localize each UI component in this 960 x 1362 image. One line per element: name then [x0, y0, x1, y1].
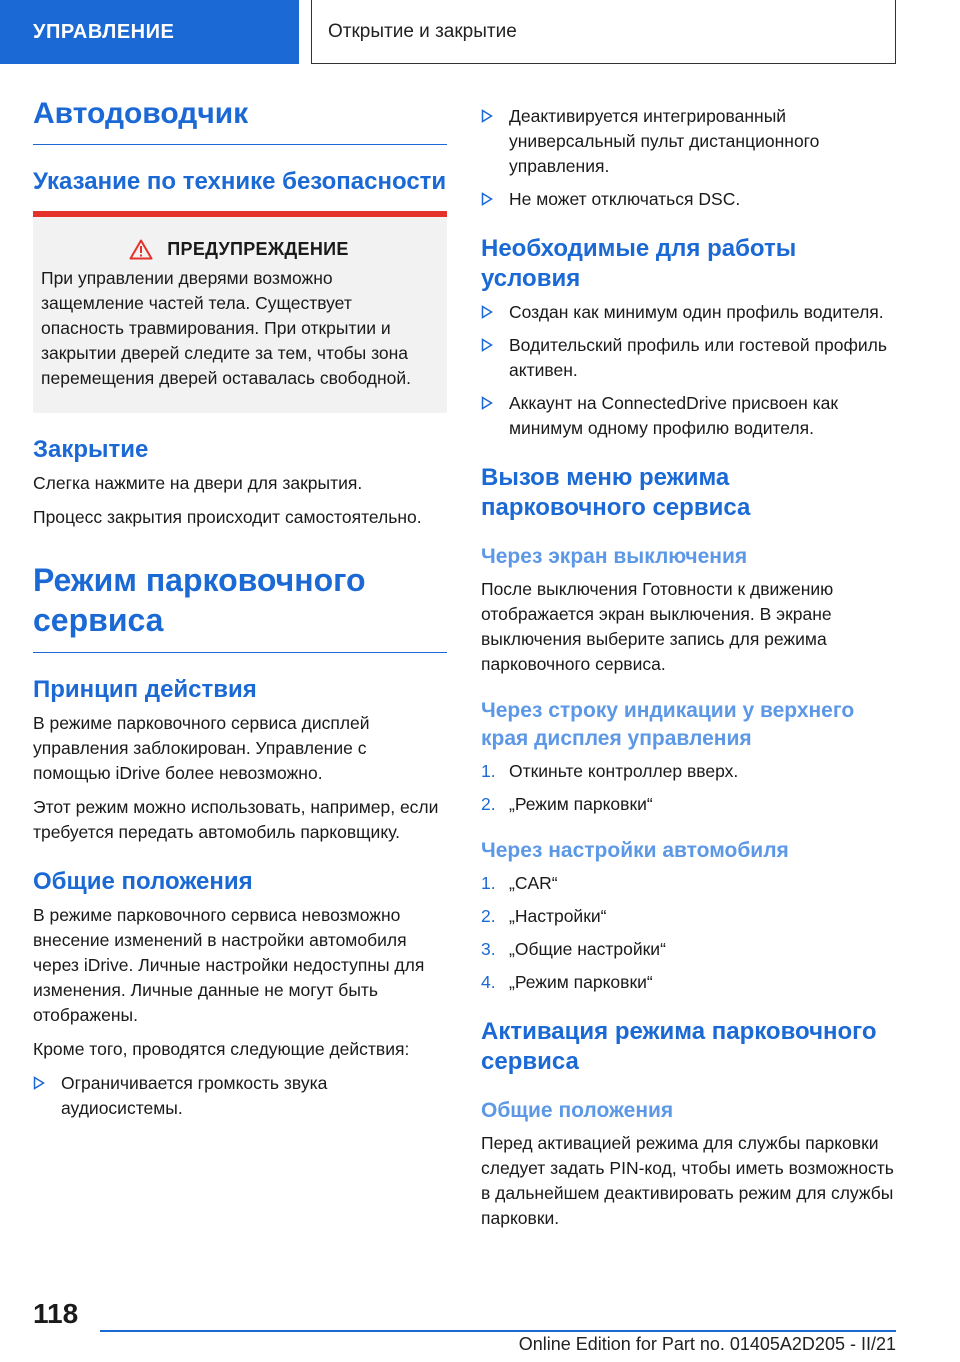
- triangle-bullet-icon: [481, 338, 493, 352]
- paragraph: В режиме парковочного сервиса дисплей управления заблокирован. Управление с помощью iDrive более невозможно.: [33, 713, 370, 783]
- heading-closing: Закрытие: [33, 436, 149, 463]
- footer-edition: Online Edition for Part no. 01405A2D205 - II/21: [518, 1334, 896, 1354]
- paragraph: Процесс закрытия происходит самостоятельно.: [33, 507, 422, 527]
- warning-triangle-icon: [129, 239, 153, 260]
- paragraph: В режиме парковочного сервиса невозможно внесение изменений в настройки автомобиля через iDrive. Личные настройки недоступны для изменения. Личные данные не могут быть отображены.: [33, 905, 425, 1025]
- section-header: [311, 0, 896, 64]
- triangle-bullet-icon: [481, 396, 493, 410]
- bullet-list: [481, 104, 895, 212]
- heading-general: Общие положения: [33, 868, 253, 895]
- heading-via-settings: Через настройки автомобиля: [481, 839, 789, 862]
- triangle-bullet-icon: [481, 305, 493, 319]
- list-item: Создан как минимум один профиль водителя.: [481, 300, 895, 325]
- heading-conditions: Необходимые для работы условия: [481, 235, 797, 292]
- warning-text: При управлении дверями возможно защемление частей тела. Существует опасность травмирования. При открытии и закрытии дверей следите за тем, чтобы зона перемещения дверей оставалась свободной.: [41, 268, 412, 388]
- list-item: 2. „Настройки“: [481, 906, 607, 926]
- heading-general-2: Общие положения: [481, 1099, 674, 1122]
- bullet-list: [481, 300, 895, 441]
- bullet-list: [33, 1071, 447, 1121]
- heading-safety: Указание по технике безопасности: [33, 168, 447, 195]
- warning-box: [33, 217, 447, 413]
- list-item: Не может отключаться DSC.: [481, 187, 895, 212]
- list-item: 1. „CAR“: [481, 873, 558, 893]
- list-item: 4. „Режим парковки“: [481, 972, 653, 992]
- right-column: [481, 104, 895, 1240]
- list-item: Деактивируется интегрированный универсальный пульт дистанционного управления.: [481, 104, 895, 179]
- paragraph: Перед активацией режима для службы парковки следует задать PIN-код, чтобы иметь возможность в дальнейшем деактивировать режим для службы парковки.: [481, 1133, 894, 1228]
- warning-title-row: [41, 239, 437, 260]
- numbered-list: [481, 871, 895, 995]
- list-item: Аккаунт на ConnectedDrive присвоен как минимум одному профилю водителя.: [481, 391, 895, 441]
- list-item: Водительский профиль или гостевой профиль активен.: [481, 333, 895, 383]
- heading-principle: Принцип действия: [33, 676, 257, 703]
- section-title: Открытие и закрытие: [328, 20, 517, 42]
- heading-autoclose: Автодоводчик: [33, 96, 447, 145]
- heading-activation: Активация режима парковочного сервиса: [481, 1018, 877, 1075]
- list-item: 3. „Общие настройки“: [481, 939, 666, 959]
- footer-rule: [100, 1330, 896, 1332]
- left-column: [33, 96, 447, 1131]
- list-item: Ограничивается громкость звука аудиосистемы.: [33, 1071, 447, 1121]
- heading-via-status: Через строку индикации у верхнего края дисплея управления: [481, 699, 855, 750]
- heading-valet-mode: Режим парковочного сервиса: [33, 560, 447, 653]
- triangle-bullet-icon: [481, 192, 493, 206]
- paragraph: Кроме того, проводятся следующие действия:: [33, 1039, 410, 1059]
- list-item: 1. Откиньте контроллер вверх.: [481, 761, 739, 781]
- heading-via-screen: Через экран выключения: [481, 545, 748, 568]
- paragraph: Слегка нажмите на двери для закрытия.: [33, 473, 363, 493]
- heading-call-menu: Вызов меню режима парковочного сервиса: [481, 464, 751, 521]
- chapter-title: УПРАВЛЕНИЕ: [33, 20, 175, 43]
- chapter-tab[interactable]: [0, 0, 299, 64]
- list-item: 2. „Режим парковки“: [481, 794, 653, 814]
- page-number: 118: [33, 1298, 79, 1329]
- triangle-bullet-icon: [481, 109, 493, 123]
- triangle-bullet-icon: [33, 1076, 45, 1090]
- paragraph: После выключения Готовности к движению отображается экран выключения. В экране выключения выберите запись для режима парковочного сервиса.: [481, 579, 834, 674]
- paragraph: Этот режим можно использовать, например, если требуется передать автомобиль парковщику.: [33, 797, 439, 842]
- warning-title: ПРЕДУПРЕЖДЕНИЕ: [167, 239, 349, 259]
- numbered-list: [481, 759, 895, 817]
